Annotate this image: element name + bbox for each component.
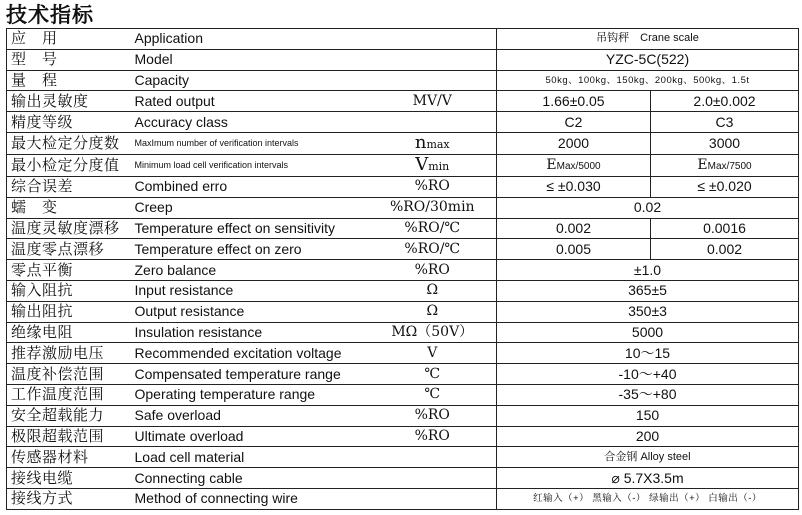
table-row: [7, 426, 799, 447]
row-label-zh: 工作温度范围: [7, 384, 133, 405]
row-value-c2: ≤ ±0.030: [497, 176, 651, 197]
row-value-c2: 0.005: [497, 239, 651, 260]
row-value-c3: 2.0±0.002: [651, 91, 799, 112]
value-subscript: Max/5000: [556, 160, 601, 172]
row-value-c2: 0.002: [497, 218, 651, 239]
row-label-en: Combined erro: [133, 176, 369, 197]
row-value: 350±3: [497, 301, 799, 322]
row-value: YZC-5C(522): [497, 49, 799, 70]
row-unit: %RO: [369, 426, 497, 447]
row-unit: %RO/30min: [369, 197, 497, 218]
row-label-en: Compensated temperature range: [133, 364, 369, 385]
unit-symbol: V: [415, 154, 429, 175]
row-label-en: Output resistance: [133, 301, 369, 322]
row-label-en: Capacity: [133, 70, 369, 91]
table-row: [7, 260, 799, 281]
row-label-en: Input resistance: [133, 280, 369, 301]
row-value: ⌀ 5.7X3.5m: [497, 468, 799, 489]
row-unit: Ω: [369, 280, 497, 301]
table-row: [7, 384, 799, 405]
row-value-c3: 0.002: [651, 239, 799, 260]
table-row: [7, 405, 799, 426]
unit-subscript: min: [428, 159, 450, 173]
row-label-en: Recommended excitation voltage: [133, 343, 369, 364]
row-label-zh: 输出灵敏度: [7, 91, 133, 112]
row-label-en: Minimum load cell verification intervals: [133, 154, 369, 176]
row-label-zh: 型 号: [7, 49, 133, 70]
table-row: [7, 91, 799, 112]
row-value: 红输入（+） 黑输入（-） 绿输出（+） 白输出（-）: [497, 488, 799, 509]
table-row: [7, 239, 799, 260]
table-row: [7, 154, 799, 176]
row-value: 10～15: [497, 343, 799, 364]
row-unit: [369, 29, 497, 50]
row-label-en: Load cell material: [133, 447, 369, 468]
row-label-en: MaxImum number of verification intervals: [133, 132, 369, 154]
row-value: 50kg、100kg、150kg、200kg、500kg、1.5t: [497, 70, 799, 91]
row-label-zh: 蠕 变: [7, 197, 133, 218]
row-label-en: Rated output: [133, 91, 369, 112]
row-label-en: Ultimate overload: [133, 426, 369, 447]
row-unit: [369, 70, 497, 91]
row-value: 吊钩秤 Crane scale: [497, 29, 799, 50]
row-label-en: Zero balance: [133, 260, 369, 281]
row-value: -35～+80: [497, 384, 799, 405]
row-label-zh: 应 用: [7, 29, 133, 50]
table-row: [7, 447, 799, 468]
row-value: ±1.0: [497, 260, 799, 281]
row-unit: %RO/℃: [369, 239, 497, 260]
table-row: [7, 301, 799, 322]
table-row: [7, 70, 799, 91]
row-label-en: Operating temperature range: [133, 384, 369, 405]
row-unit: MΩ（50V）: [369, 322, 497, 343]
row-value-c2: 2000: [497, 132, 651, 154]
row-label-en: Method of connecting wire: [133, 488, 369, 509]
row-label-zh: 综合误差: [7, 176, 133, 197]
table-row: [7, 468, 799, 489]
row-value-c3: C3: [651, 112, 799, 133]
row-unit: [369, 468, 497, 489]
value-symbol: E: [697, 156, 708, 173]
row-label-zh: 推荐激励电压: [7, 343, 133, 364]
row-value: 200: [497, 426, 799, 447]
row-unit: %RO: [369, 260, 497, 281]
row-label-zh: 最大检定分度数: [7, 132, 133, 154]
table-row: [7, 364, 799, 385]
row-unit: ℃: [369, 364, 497, 385]
row-label-en: Connecting cable: [133, 468, 369, 489]
row-label-en: Creep: [133, 197, 369, 218]
row-label-en: Safe overload: [133, 405, 369, 426]
table-row: [7, 322, 799, 343]
row-label-zh: 温度零点漂移: [7, 239, 133, 260]
table-row: [7, 197, 799, 218]
row-label-zh: 最小检定分度值: [7, 154, 133, 176]
row-value: 150: [497, 405, 799, 426]
row-label-zh: 温度灵敏度漂移: [7, 218, 133, 239]
table-row: [7, 132, 799, 154]
table-row: [7, 488, 799, 509]
row-label-zh: 零点平衡: [7, 260, 133, 281]
row-value-c2: [497, 154, 651, 176]
row-value: 0.02: [497, 197, 799, 218]
unit-subscript: max: [426, 137, 450, 151]
row-label-zh: 绝缘电阻: [7, 322, 133, 343]
row-value-c3: ≤ ±0.020: [651, 176, 799, 197]
row-label-zh: 输出阻抗: [7, 301, 133, 322]
row-unit: [369, 49, 497, 70]
row-label-zh: 传感器材料: [7, 447, 133, 468]
row-unit: %RO: [369, 405, 497, 426]
row-unit: [369, 447, 497, 468]
row-value-c2: 1.66±0.05: [497, 91, 651, 112]
row-unit: MV/V: [369, 91, 497, 112]
row-label-zh: 温度补偿范围: [7, 364, 133, 385]
row-label-zh: 输入阻抗: [7, 280, 133, 301]
table-row: [7, 176, 799, 197]
row-label-en: Insulation resistance: [133, 322, 369, 343]
row-unit: V: [369, 343, 497, 364]
table-row: [7, 112, 799, 133]
row-unit: %RO: [369, 176, 497, 197]
value-symbol: E: [546, 156, 557, 173]
row-unit: [369, 132, 497, 154]
row-unit: [369, 154, 497, 176]
row-unit: ℃: [369, 384, 497, 405]
unit-symbol: n: [414, 132, 427, 153]
row-unit: [369, 488, 497, 509]
row-label-en: Temperature effect on zero: [133, 239, 369, 260]
row-value-c3: [651, 154, 799, 176]
row-value-c3: 3000: [651, 132, 799, 154]
row-value-c3: 0.0016: [651, 218, 799, 239]
row-value: 5000: [497, 322, 799, 343]
row-label-zh: 安全超载能力: [7, 405, 133, 426]
row-label-zh: 量 程: [7, 70, 133, 91]
row-unit: Ω: [369, 301, 497, 322]
row-value: -10～+40: [497, 364, 799, 385]
table-row: [7, 49, 799, 70]
row-unit: %RO/℃: [369, 218, 497, 239]
row-label-en: Model: [133, 49, 369, 70]
row-value: 合金钢 Alloy steel: [497, 447, 799, 468]
spec-table: [6, 28, 799, 510]
row-label-zh: 接线电缆: [7, 468, 133, 489]
row-label-zh: 极限超载范围: [7, 426, 133, 447]
row-label-en: Application: [133, 29, 369, 50]
row-label-en: Accuracy class: [133, 112, 369, 133]
value-subscript: Max/7500: [707, 160, 752, 172]
row-label-en: Temperature effect on sensitivity: [133, 218, 369, 239]
row-value-c2: C2: [497, 112, 651, 133]
row-unit: [369, 112, 497, 133]
row-value: 365±5: [497, 280, 799, 301]
table-row: [7, 343, 799, 364]
table-row: [7, 29, 799, 50]
row-label-zh: 接线方式: [7, 488, 133, 509]
table-row: [7, 280, 799, 301]
table-row: [7, 218, 799, 239]
page-title: 技术指标: [6, 2, 94, 27]
row-label-zh: 精度等级: [7, 112, 133, 133]
